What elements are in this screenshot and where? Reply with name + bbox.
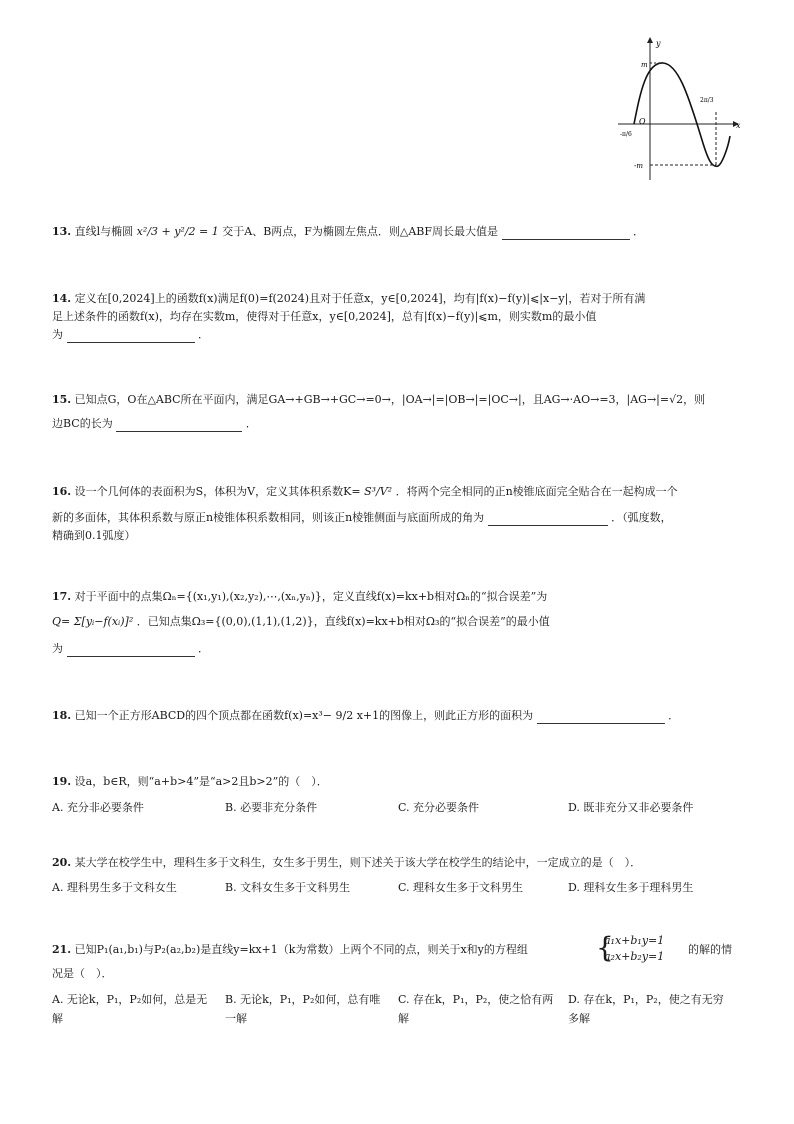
q18-end: ． bbox=[668, 709, 680, 722]
q15-number: 15. bbox=[52, 393, 72, 406]
y-label: y bbox=[656, 39, 661, 48]
question-16-line2 bbox=[52, 510, 672, 526]
question-16-line3 bbox=[52, 528, 136, 544]
q15-line1: 已知点G，O在△ABC所在平面内，满足GA→+GB→+GC→=0→，|OA→|=|OB→|=|OC→|，且AG→·AO→=3，|AG→|=√2，则 bbox=[74, 393, 706, 406]
q21-line1b: 的解的情 bbox=[688, 943, 732, 956]
question-17-line2 bbox=[52, 614, 550, 630]
question-17-line3 bbox=[52, 641, 209, 657]
right-tick-label: 2π/3 bbox=[700, 97, 714, 104]
q16-line1a: 设一个几何体的表面积为S，体积为V，定义其体积系数K= bbox=[74, 485, 361, 498]
q21-equation-1: a₁x+b₁y=1 bbox=[604, 934, 665, 947]
q20-option-a[interactable]: A. 理科男生多于文科女生 bbox=[52, 881, 177, 894]
m-label: m bbox=[641, 61, 648, 69]
q16-line1b: ．将两个完全相同的正n棱锥底面完全贴合在一起构成一个 bbox=[395, 485, 678, 498]
q19-option-b[interactable]: B. 必要非充分条件 bbox=[225, 801, 318, 814]
question-19 bbox=[52, 774, 328, 790]
q17-line3: 为 bbox=[52, 642, 63, 655]
question-14-line3 bbox=[52, 327, 209, 343]
q17-end: ． bbox=[198, 642, 209, 655]
q13-number: 13. bbox=[52, 225, 72, 238]
q18-text-b: x+1的图像上，则此正方形的面积为 bbox=[356, 709, 534, 722]
q18-answer-blank[interactable] bbox=[537, 711, 665, 724]
q21-brace: { bbox=[596, 931, 614, 964]
q17-line1: 对于平面中的点集Ωₙ={(x₁,y₁),(x₂,y₂),⋯,(xₙ,yₙ)}，定义直线f(x)=kx+b相对Ωₙ的“拟合误差”为 bbox=[74, 590, 548, 603]
q21-equation-system bbox=[596, 931, 665, 965]
question-15-line1 bbox=[52, 392, 705, 408]
q21-option-b[interactable]: B. 无论k，P₁，P₂如何，总有唯一解 bbox=[225, 993, 381, 1025]
q21-number: 21. bbox=[52, 943, 72, 956]
question-16-line1 bbox=[52, 484, 678, 500]
sine-graph bbox=[612, 32, 752, 182]
q16-line2b: ．（弧度数， bbox=[611, 511, 672, 524]
q14-number: 14. bbox=[52, 292, 72, 305]
q13-answer-blank[interactable] bbox=[502, 227, 630, 240]
question-14-line2 bbox=[52, 309, 596, 325]
q19-stem: 设a，b∈R，则“a+b>4”是“a>2且b>2”的（ ）． bbox=[74, 775, 328, 788]
q17-sum: Σ[yᵢ−f(xᵢ)]² bbox=[73, 615, 134, 628]
q14-answer-blank[interactable] bbox=[67, 330, 195, 343]
q16-fraction: S³/V² bbox=[364, 485, 393, 498]
q14-end: ． bbox=[198, 328, 209, 341]
q21-option-c[interactable]: C. 存在k，P₁，P₂，使之恰有两解 bbox=[398, 993, 554, 1025]
q21-equation-2: a₂x+b₂y=1 bbox=[604, 950, 665, 963]
q18-text-a: 已知一个正方形ABCD的四个顶点都在函数f(x)=x³− bbox=[74, 709, 333, 722]
q21-line1a: 已知P₁(a₁,b₁)与P₂(a₂,b₂)是直线y=kx+1（k为常数）上两个不同的点，则关于x和y的方程组 bbox=[74, 943, 528, 956]
q20-stem: 某大学在校学生中，理科生多于文科生，女生多于男生，则下述关于该大学在校学生的结论中，一定成立的是（ ）． bbox=[74, 856, 642, 869]
q15-answer-blank[interactable] bbox=[116, 419, 242, 432]
origin-label: O bbox=[639, 117, 646, 126]
q20-option-c[interactable]: C. 理科女生多于文科男生 bbox=[398, 881, 524, 894]
q20-option-d[interactable]: D. 理科女生多于理科男生 bbox=[568, 881, 694, 894]
q19-option-d[interactable]: D. 既非充分又非必要条件 bbox=[568, 801, 694, 814]
q13-text-b: 交于A、B两点，F为椭圆左焦点．则△ABF周长最大值是 bbox=[222, 225, 499, 238]
q19-option-a[interactable]: A. 充分非必要条件 bbox=[52, 801, 144, 814]
question-14-line1 bbox=[52, 291, 645, 307]
q16-number: 16. bbox=[52, 485, 72, 498]
question-13 bbox=[52, 224, 644, 240]
q14-line3: 为 bbox=[52, 328, 63, 341]
q17-line2b: ．已知点集Ω₃={(0,0),(1,1),(1,2)}，直线f(x)=kx+b相对Ω₃的“拟合误差”的最小值 bbox=[136, 615, 550, 628]
q16-line2a: 新的多面体，其体积系数与原正n棱锥体积系数相同，则该正n棱锥侧面与底面所成的角为 bbox=[52, 511, 485, 524]
q13-end: ． bbox=[633, 225, 645, 238]
question-21-line1-tail bbox=[688, 942, 732, 958]
question-15-line2 bbox=[52, 416, 257, 432]
neg-m-label: -m bbox=[634, 162, 644, 170]
question-21-line1 bbox=[52, 942, 528, 958]
question-20 bbox=[52, 855, 641, 871]
q19-number: 19. bbox=[52, 775, 72, 788]
q19-option-c[interactable]: C. 充分必要条件 bbox=[398, 801, 480, 814]
q17-number: 17. bbox=[52, 590, 72, 603]
q21-option-d[interactable]: D. 存在k，P₁，P₂，使之有无穷多解 bbox=[568, 993, 724, 1025]
q21-line2: 况是（ ）． bbox=[52, 967, 113, 980]
q18-fraction: 9/2 bbox=[335, 709, 354, 722]
left-tick-label: -π/6 bbox=[620, 131, 632, 138]
q20-option-b[interactable]: B. 文科女生多于文科男生 bbox=[225, 881, 351, 894]
question-18 bbox=[52, 708, 679, 724]
question-21-line2 bbox=[52, 966, 113, 982]
q13-ellipse: x²/3 + y²/2 = 1 bbox=[136, 225, 219, 238]
q16-line3: 精确到0.1弧度） bbox=[52, 529, 136, 542]
q21-option-a[interactable]: A. 无论k，P₁，P₂如何，总是无解 bbox=[52, 993, 208, 1025]
q15-line2: 边BC的长为 bbox=[52, 417, 113, 430]
q13-text-a: 直线l与椭圆 bbox=[74, 225, 134, 238]
q20-number: 20. bbox=[52, 856, 72, 869]
q14-line2: 足上述条件的函数f(x)，均存在实数m，使得对于任意x，y∈[0,2024]，总有|f(x)−f(y)|⩽m，则实数m的最小值 bbox=[52, 310, 597, 323]
q16-answer-blank[interactable] bbox=[488, 513, 608, 526]
q15-end: ． bbox=[245, 417, 257, 430]
q18-number: 18. bbox=[52, 709, 72, 722]
question-17-line1 bbox=[52, 589, 547, 605]
q17-line2a: Q= bbox=[52, 615, 71, 628]
x-label: x bbox=[736, 121, 741, 130]
q14-line1: 定义在[0,2024]上的函数f(x)满足f(0)=f(2024)且对于任意x，y∈[0,2024]，均有|f(x)−f(y)|⩽|x−y|，若对于所有满 bbox=[74, 292, 646, 305]
q17-answer-blank[interactable] bbox=[67, 644, 195, 657]
